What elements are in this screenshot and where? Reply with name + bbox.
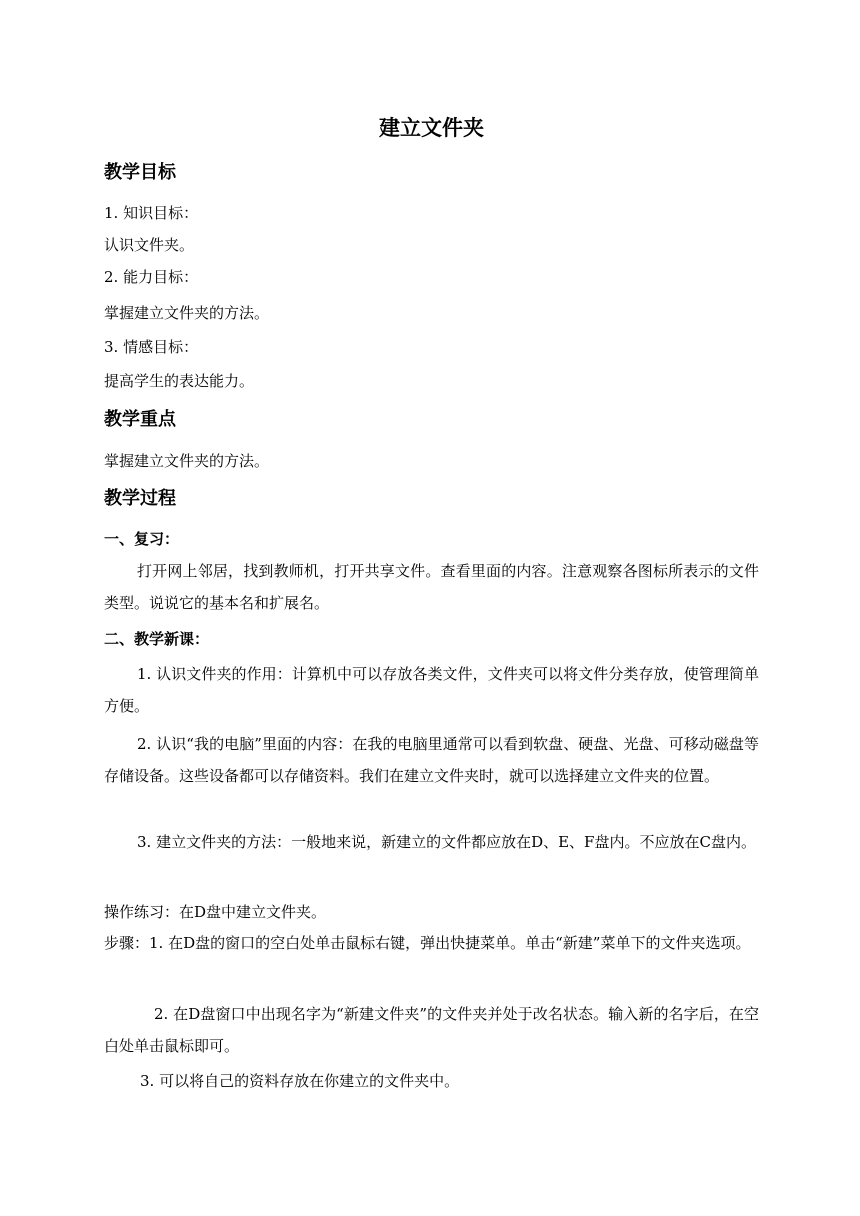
- goal-item: 提高学生的表达能力。: [104, 372, 255, 390]
- lesson-point: 1. 认识文件夹的作用：计算机中可以存放各类文件，文件夹可以将文件分类存放，使管理简单方便。: [104, 665, 759, 715]
- goal-item: 1. 知识目标：: [104, 204, 199, 222]
- document-title: 建立文件夹: [379, 116, 484, 140]
- goal-item: 3. 情感目标：: [104, 338, 199, 356]
- step-item: 3. 可以将自己的资料存放在你建立的文件夹中。: [140, 1072, 460, 1090]
- lesson-point: 2. 认识“我的电脑”里面的内容：在我的电脑里通常可以看到软盘、硬盘、光盘、可移动磁盘等存储设备。这些设备都可以存储资料。我们在建立文件夹时，就可以选择建立文件夹的位置。: [104, 735, 759, 785]
- goal-item: 2. 能力目标：: [104, 268, 199, 286]
- focus-text: 掌握建立文件夹的方法。: [104, 452, 270, 470]
- practice-text: 操作练习：在D盘中建立文件夹。: [104, 903, 327, 921]
- review-text: 打开网上邻居，找到教师机，打开共享文件。查看里面的内容。注意观察各图标所表示的文件类型。说说它的基本名和扩展名。: [104, 562, 759, 612]
- step-item: 步骤：1. 在D盘的窗口的空白处单击鼠标右键，弹出快捷菜单。单击“新建”菜单下的文件夹选项。: [104, 934, 751, 952]
- step-item: 2. 在D盘窗口中出现名字为“新建文件夹”的文件夹并处于改名状态。输入新的名字后，在空白处单击鼠标即可。: [104, 1005, 759, 1055]
- goal-item: 认识文件夹。: [104, 236, 195, 254]
- section-heading-goals: 教学目标: [104, 162, 176, 183]
- new-lesson-heading: 二、教学新课：: [104, 630, 210, 648]
- section-heading-focus: 教学重点: [104, 409, 176, 430]
- lesson-point: 3. 建立文件夹的方法：一般地来说，新建立的文件都应放在D、E、F盘内。不应放在C盘内。: [137, 833, 756, 851]
- goal-item: 掌握建立文件夹的方法。: [104, 304, 270, 322]
- section-heading-process: 教学过程: [104, 488, 176, 509]
- review-heading: 一、复习：: [104, 530, 180, 548]
